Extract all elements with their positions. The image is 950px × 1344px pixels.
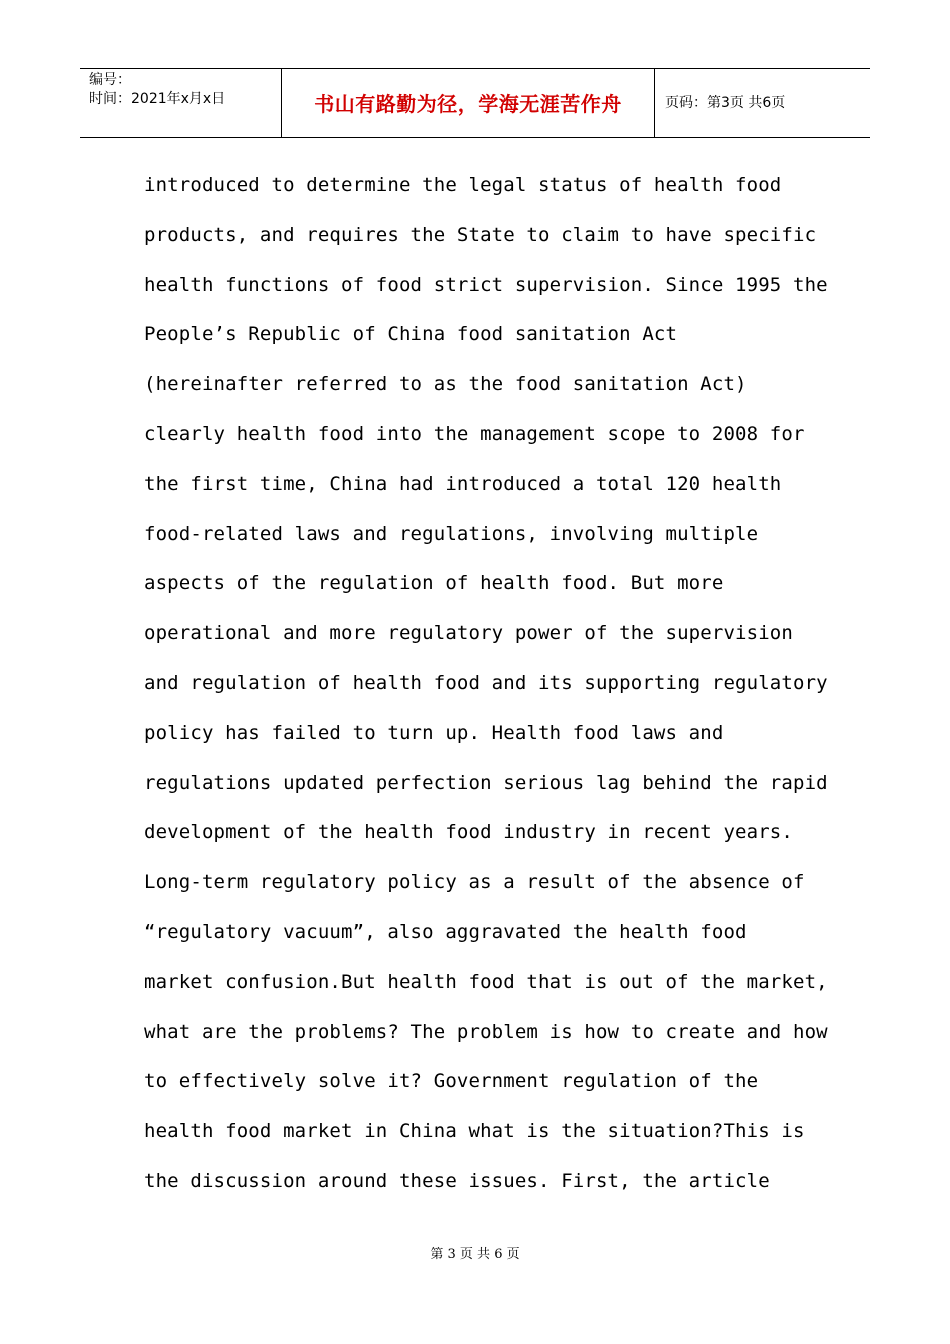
document-date-label: 时间：2021年x月x日: [89, 91, 226, 107]
body-line: regulations updated perfection serious lag behind the rapid: [144, 771, 828, 794]
footer-page-number: 第 3 页 共 6 页: [430, 1247, 520, 1262]
body-line: and regulation of health food and its supporting regulatory: [144, 671, 828, 694]
body-line: products, and requires the State to claim to have specific: [144, 223, 817, 246]
header-motto-cell: [282, 69, 655, 137]
document-number-label: 编号：: [89, 72, 131, 88]
body-line: clearly health food into the management scope to 2008 for: [144, 422, 805, 445]
body-line: policy has failed to turn up. Health food laws and: [144, 721, 724, 744]
header-page-cell: [655, 69, 870, 137]
body-line: introduced to determine the legal status of health food: [144, 174, 782, 196]
body-line: aspects of the regulation of health food. But more: [144, 572, 724, 595]
body-line: what are the problems? The problem is how to create and how: [144, 1020, 828, 1043]
document-header: [80, 68, 870, 138]
body-line: market confusion.But health food that is out of the market,: [144, 970, 828, 993]
body-line: Long-term regulatory policy as a result of the absence of: [144, 871, 805, 894]
body-line: health functions of food strict supervision. Since 1995 the: [144, 273, 828, 296]
header-page-number: 页码：第3页 共6页: [665, 95, 786, 111]
body-line: to effectively solve it? Government regulation of the: [144, 1070, 759, 1093]
header-meta-cell: [80, 69, 282, 137]
body-line: operational and more regulatory power of the supervision: [144, 622, 793, 645]
header-motto: 书山有路勤为径，学海无涯苦作舟: [314, 92, 622, 116]
body-line: the discussion around these issues. First, the article: [144, 1169, 770, 1192]
body-line: food-related laws and regulations, involving multiple: [144, 522, 759, 545]
body-line: “regulatory vacuum”, also aggravated the health food: [144, 920, 747, 943]
body-line: the first time, China had introduced a total 120 health: [144, 472, 782, 495]
body-line: development of the health food industry in recent years.: [144, 821, 793, 844]
body-line: (hereinafter referred to as the food sanitation Act): [144, 373, 747, 396]
body-line: health food market in China what is the situation?This is: [144, 1120, 805, 1143]
body-line: People’s Republic of China food sanitation Act: [144, 323, 678, 346]
body-text: [144, 166, 828, 1212]
